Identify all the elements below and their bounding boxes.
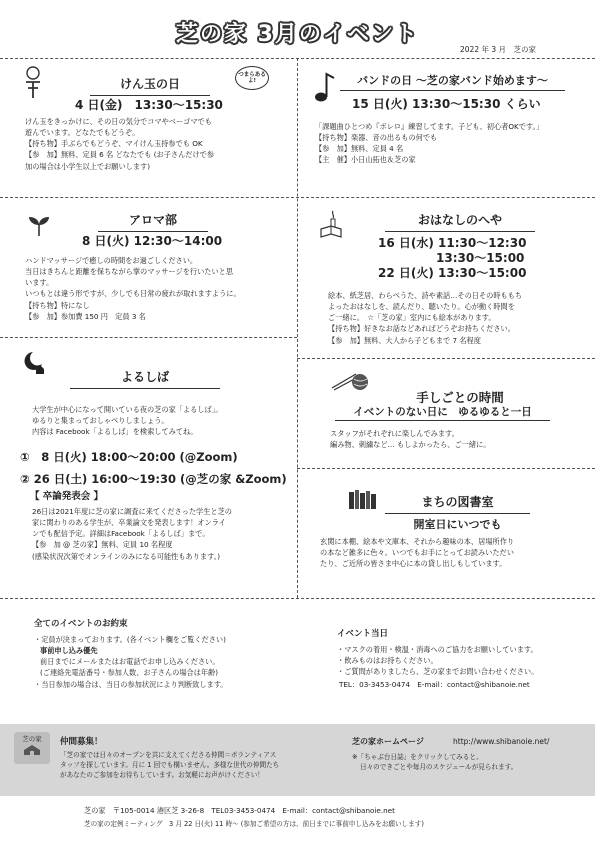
sprout-icon: [26, 212, 52, 238]
kendama-badge: つまらあるよ!: [235, 66, 269, 90]
yarn-ball-icon: [330, 370, 370, 392]
library-line: 玄関に本棚、絵本や文庫本、それから趣味の本、居場所作り: [320, 537, 515, 546]
library-line: の本など雑多に色々。いつでもお手にとってお読みいただい: [320, 548, 514, 558]
library-title: まちの図書室: [385, 493, 530, 514]
band-time: 15 日(火) 13:30〜15:30 くらい: [352, 97, 541, 111]
divider-bottom: [0, 598, 595, 599]
kendama-line: 加の場合は小学生以上でお願いします): [25, 161, 150, 171]
ohanashi-line: ご一緒に。 ☆「芝の家」室内にも絵本があります。: [328, 313, 496, 323]
onday-item: ・ご質問がありましたら、芝の家までお問い合わせください。: [337, 667, 539, 677]
band-line: 「課題曲ひとつめ『ボレロ』練習してます。子ども、初心者OKです。」: [315, 122, 544, 131]
homepage-note: [352, 752, 517, 772]
yorushiba-title: よるしば: [70, 368, 220, 389]
ohanashi-time: 22 日(火) 13:30〜15:00: [378, 266, 527, 280]
aroma-line: います。: [25, 278, 54, 288]
yorushiba-tag: 【 卒論発表会 】: [30, 491, 104, 502]
kendama-title: けん玉の日: [90, 75, 210, 96]
onday-contact: TEL：03-3453-0474 E-mail：contact@shibanoie.net: [339, 680, 530, 690]
recruit-line: があなたのご参加をお待ちしています。お気軽にお声がけください！: [60, 771, 264, 780]
homepage-label: 芝の家ホームページ: [352, 737, 424, 746]
aroma-line: 当日はきちんと距離を保ちながら掌のマッサージを行いたいと思: [25, 267, 234, 277]
ohanashi-title: おはなしのへや: [385, 211, 535, 232]
recruit-line: タッフを探しています。月に 1 回でも構いません。多様な世代の仲間たち: [60, 761, 280, 770]
divider-center: [297, 58, 298, 598]
rules-list: [34, 634, 228, 690]
bookshelf-icon: [348, 488, 378, 510]
yorushiba-intro: [32, 404, 222, 437]
rules-item: ・当日参加の場合は、当日の参加状況により判断致します。: [34, 679, 228, 689]
moon-house-icon: [22, 349, 48, 375]
house-icon: [23, 744, 41, 756]
kendama-line: 【持ち物】手ぶらでもどうぞ、マイけん玉持参でも OK: [25, 139, 203, 149]
ohanashi-line: 【持ち物】好きなお話などあればどうぞお持ちください。: [328, 324, 515, 334]
yorushiba-line: ンでも配信予定。詳細はFacebook「よるしば」まで。: [32, 529, 210, 539]
kendama-time: 4 日(金) 13:30〜15:30: [75, 98, 223, 112]
book-candle-icon: [318, 208, 344, 240]
aroma-body: [25, 255, 241, 322]
yorushiba-session-1: ① 8 日(火) 18:00〜20:00 (@Zoom): [20, 450, 238, 464]
divider-right-row2: [297, 358, 595, 359]
rules-sub-title: 事前申し込み優先: [40, 646, 98, 656]
recruit-title: 仲間募集！: [60, 737, 103, 747]
onday-list: [337, 644, 538, 691]
ohanashi-time: 16 日(水) 11:30〜12:30: [378, 236, 527, 250]
band-line: 【持ち物】楽器、音の出るもの何でも: [315, 133, 438, 143]
onday-item: ・飲みものはお持ちください。: [337, 656, 438, 666]
divider-left-row2: [0, 337, 297, 338]
footer-meeting: 芝の家の定例ミーティング 3 月 22 日(火) 11 時〜 (参加ご希望の方は、前日までに事前申し込みをお願いします): [84, 820, 424, 828]
yorushiba-line: (感染状況次第でオンラインのみになる可能性もあります。): [32, 551, 221, 561]
teshigoto-line: 編み物、刺繍など… もしよかったら、ご一緒に。: [330, 440, 491, 450]
ohanashi-line: 【参 加】無料、大人から子どもまで 7 名程度: [328, 335, 481, 345]
yorushiba-line: 26日は2021年度に芝の家に調査に来てくださった学生と芝の: [32, 507, 232, 516]
kendama-body: [25, 116, 214, 172]
house-badge: [14, 732, 50, 764]
library-subtitle: 開室日にいつでも: [413, 518, 502, 531]
yorushiba-intro-line: 内容は Facebook「よるしば」を検索してみてね。: [32, 427, 198, 437]
ohanashi-body: [328, 290, 522, 346]
aroma-title: アロマ部: [98, 211, 208, 232]
band-line: 【主 催】小日山拓也＆芝の家: [315, 155, 416, 165]
divider-right-row3: [297, 468, 595, 469]
recruit-line: 「芝の家では日々のオープンを共に支えてくださる仲間＝ボランティアス: [60, 751, 277, 759]
homepage-note-line: 日々のできごとや毎月のスケジュールが見られます。: [360, 763, 518, 772]
kendama-line: 【参 加】無料、定員 6 名 どなたでも (お子さんだけで参: [25, 150, 215, 160]
ohanashi-line: 絵本、紙芝居、わらべうた、詩や素話…その日その時ももち: [328, 291, 523, 300]
rules-item: ・定員が決まっております。(各イベント欄をご覧ください): [34, 635, 226, 644]
yorushiba-intro-line: 大学生が中心になって開いている夜の芝の家「よるしば」。: [32, 405, 223, 414]
kendama-line: 遊んでいます。どなたでもどうぞ。: [25, 128, 140, 138]
yorushiba-line: 【参 加 @ 芝の家】無料、定員 10 名程度: [32, 540, 173, 550]
teshigoto-line: スタッフがそれぞれに楽しんでみます。: [330, 429, 459, 438]
homepage-note-line: ※「ちゃぶ台日誌」をクリックしてみると、: [352, 753, 483, 761]
aroma-line: 【参 加】参加費 150 円 定員 3 名: [25, 311, 146, 321]
music-note-icon: [312, 70, 338, 104]
library-line: たり、ご近所の皆さま中心に本の貸し出しもしています。: [320, 559, 507, 569]
aroma-line: 【持ち物】特になし: [25, 300, 90, 310]
onday-item: ・マスクの着用・検温・消毒へのご協力をお願いしています。: [337, 645, 538, 654]
aroma-line: いつもとは違う形ですが、少しでも日常の疲れが取れますように。: [25, 289, 241, 299]
rules-sub-line: (ご連絡先電話番号・参加人数、お子さんの場合は年齢): [40, 668, 219, 678]
kendama-line: けん玉をきっかけに、その日の気分でコマやベーゴマでも: [25, 117, 212, 126]
page-title: 芝の家 3月のイベント: [176, 22, 419, 47]
house-badge-label: 芝の家: [22, 735, 42, 743]
yorushiba-session-2: ② 26 日(土) 16:00〜19:30 (@芝の家 &Zoom): [20, 472, 287, 486]
library-body: [320, 536, 514, 569]
footer-address: 芝の家 〒105-0014 港区芝 3-26-8 TEL03-3453-0474 E-mail：contact@shibanoie.net: [84, 806, 395, 815]
band-line: 【参 加】無料、定員 4 名: [315, 144, 404, 154]
recruit-body: [60, 750, 279, 781]
band-body: [315, 121, 543, 166]
rules-title: 全てのイベントのお約束: [34, 619, 128, 629]
teshigoto-title: 手しごとの時間: [416, 390, 504, 405]
band-title: バンドの日 〜芝の家バンド始めます〜: [340, 72, 565, 91]
ohanashi-time: 13:30〜15:00: [436, 251, 525, 265]
rules-sub-line: 前日までにメールまたはお電話でお申し込みください。: [40, 657, 220, 667]
yorushiba-body: [32, 506, 232, 562]
homepage-link[interactable]: http://www.shibanoie.net/: [453, 737, 550, 746]
aroma-line: ハンドマッサージで癒しの時間をお過ごしください。: [25, 256, 198, 265]
aroma-time: 8 日(火) 12:30〜14:00: [82, 234, 223, 248]
divider-row1: [0, 197, 595, 198]
ohanashi-line: よったおはなしを、読んだり、聴いたり。心が動く時間を: [328, 302, 515, 312]
teshigoto-subtitle: イベントのない日に ゆるゆると一日: [335, 404, 550, 421]
yorushiba-intro-line: ゆるりと集まっておしゃべりしましょう。: [32, 416, 169, 426]
teshigoto-body: [330, 428, 490, 450]
yorushiba-line: 家に関わりのある学生が、卒業論文を発表します！オンライ: [32, 518, 226, 528]
kendama-icon: [20, 66, 46, 100]
issue-date: 2022 年 3 月 芝の家: [460, 45, 537, 54]
onday-title: イベント当日: [337, 629, 389, 639]
